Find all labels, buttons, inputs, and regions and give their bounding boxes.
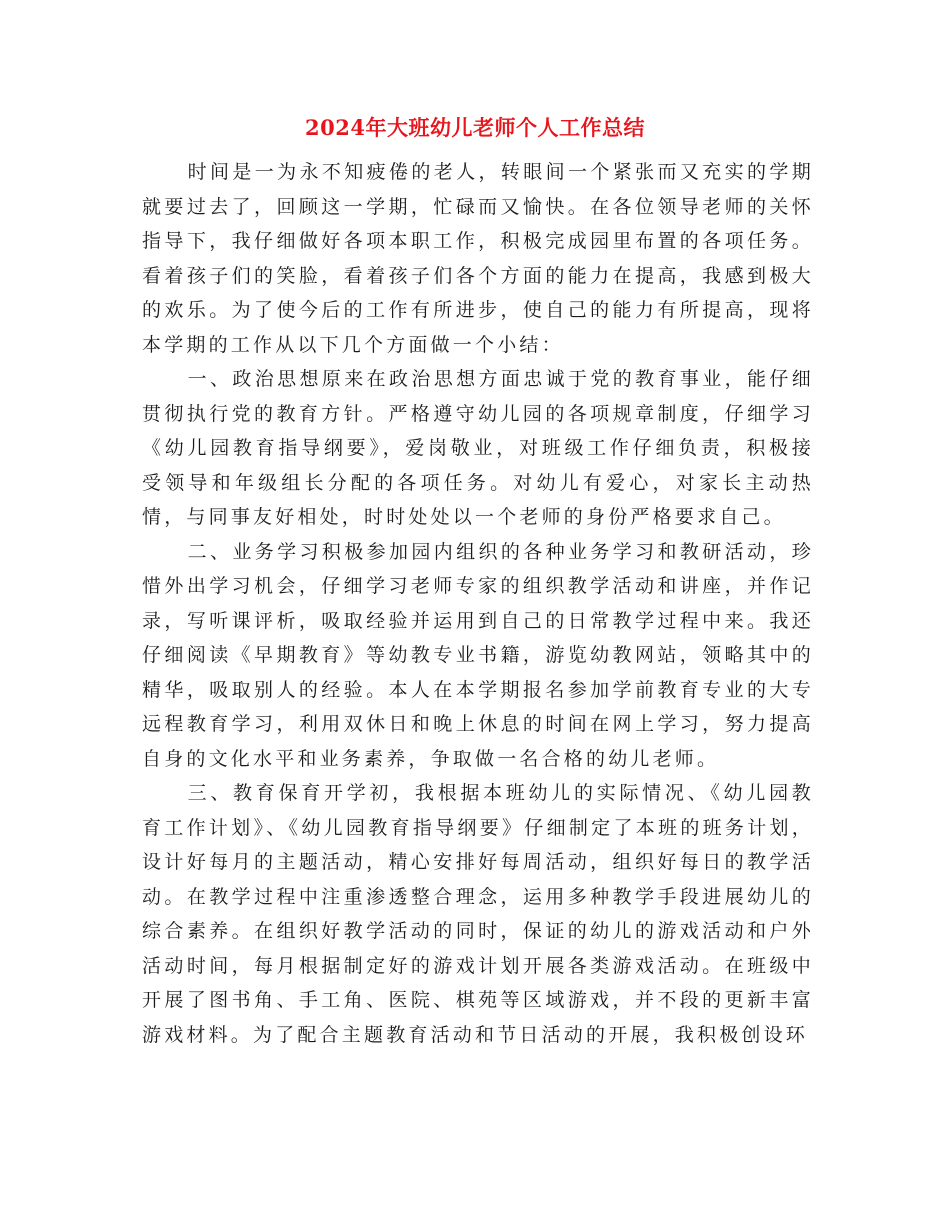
- paragraph-intro: 时间是一为永不知疲倦的老人，转眼间一个紧张而又充实的学期就要过去了，回顾这一学期，忙碌而又愉快。在各位领导老师的关怀指导下，我仔细做好各项本职工作，积极完成园里布置的各项任务。看着孩子们的笑脸，看着孩子们各个方面的能力在提高，我感到极大的欢乐。为了使今后的工作有所进步，使自己的能力有所提高，现将本学期的工作从以下几个方面做一个小结：: [142, 161, 814, 356]
- document-title: 2024年大班幼儿老师个人工作总结: [305, 115, 645, 140]
- document-body: [142, 155, 814, 1052]
- paragraph-professional-study: 二、业务学习积极参加园内组织的各种业务学习和教研活动，珍惜外出学习机会，仔细学习老师专家的组织教学活动和讲座，并作记录，写听课评析，吸取经验并运用到自己的日常教学过程中来。我还仔细阅读《早期教育》等幼教专业书籍，游览幼教网站，领略其中的精华，吸取别人的经验。本人在本学期报名参加学前教育专业的大专远程教育学习，利用双休日和晚上休息的时间在网上学习，努力提高自身的文化水平和业务素养，争取做一名合格的幼儿老师。: [142, 540, 814, 770]
- paragraph-political-thought: 一、政治思想原来在政治思想方面忠诚于党的教育事业，能仔细贯彻执行党的教育方针。严格遵守幼儿园的各项规章制度，仔细学习《幼儿园教育指导纲要》，爱岗敬业，对班级工作仔细负责，积极接受领导和年级组长分配的各项任务。对幼儿有爱心，对家长主动热情，与同事友好相处，时时处处以一个老师的身份严格要求自己。: [142, 368, 814, 528]
- paragraph-education-care: 三、教育保育开学初，我根据本班幼儿的实际情况、《幼儿园教育工作计划》、《幼儿园教育指导纲要》仔细制定了本班的班务计划，设计好每月的主题活动，精心安排好每周活动，组织好每日的教学活动。在教学过程中注重渗透整合理念，运用多种教学手段进展幼儿的综合素养。在组织好教学活动的同时，保证的幼儿的游戏活动和户外活动时间，每月根据制定好的游戏计划开展各类游戏活动。在班级中开展了图书角、手工角、医院、棋苑等区域游戏，并不段的更新丰富游戏材料。为了配合主题教育活动和节日活动的开展，我积极创设环: [142, 782, 814, 1046]
